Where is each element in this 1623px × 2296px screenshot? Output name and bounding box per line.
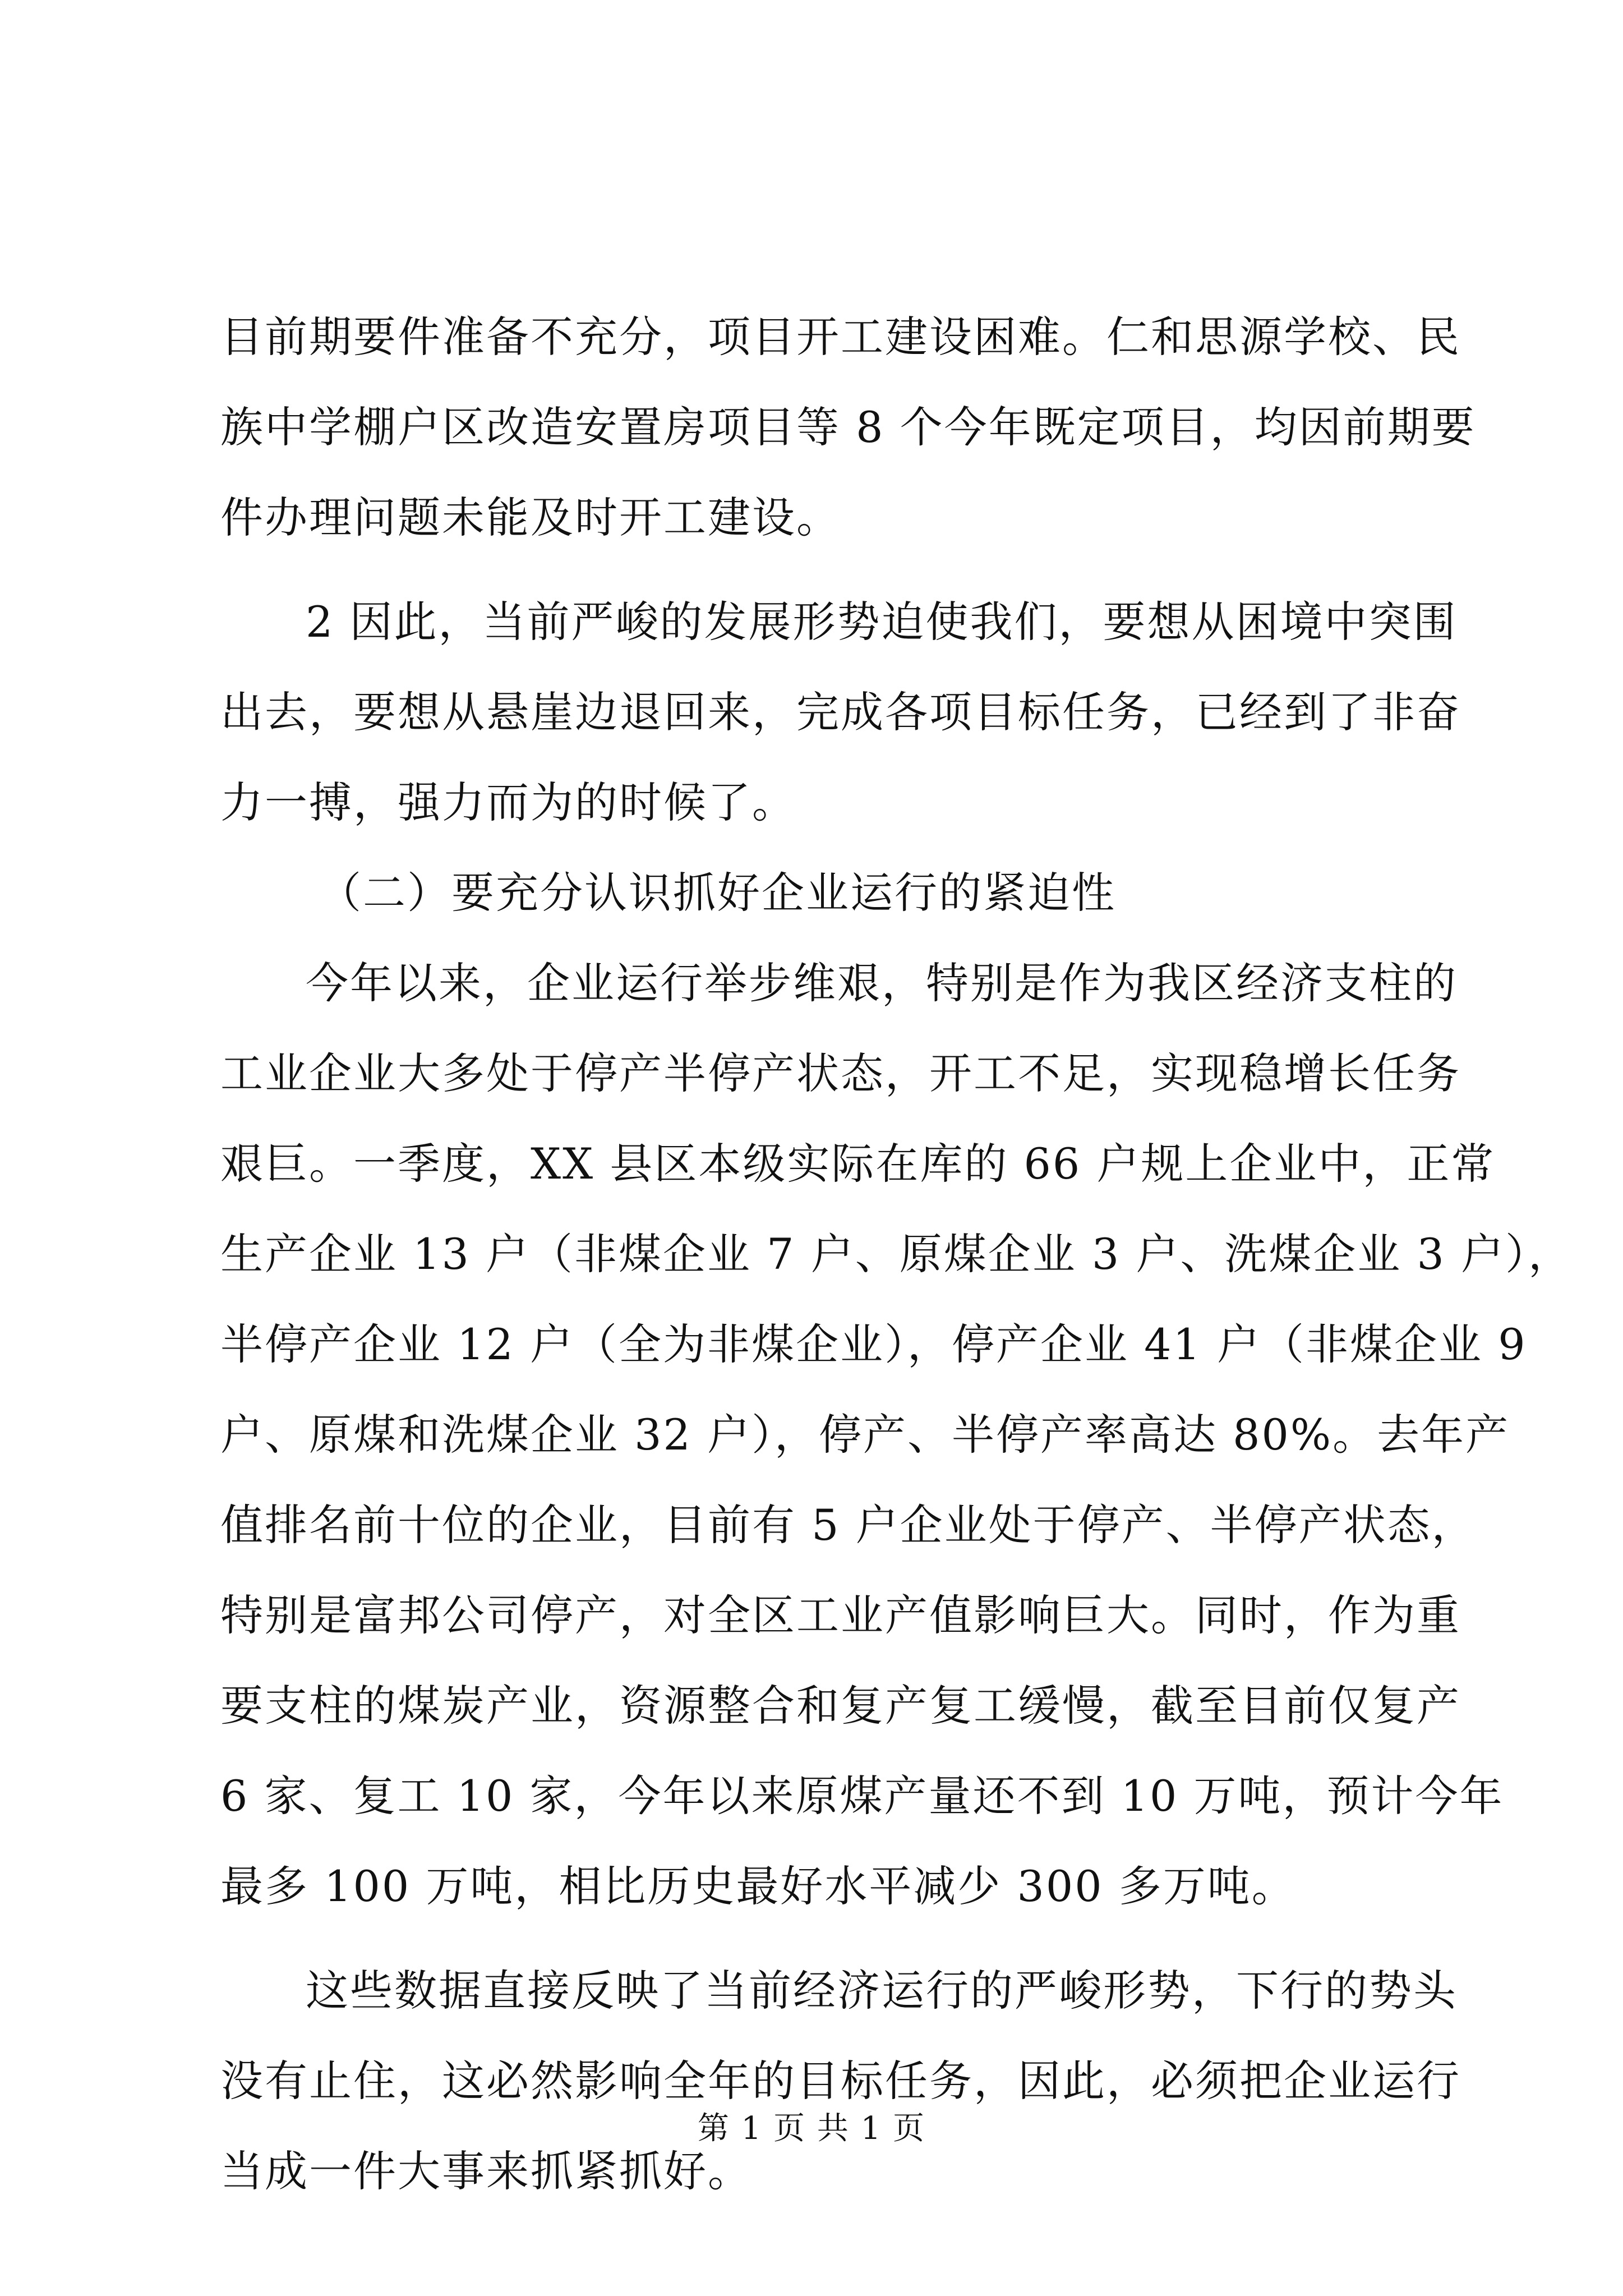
paragraph-1-line-3: 件办理问题未能及时开工建设。 [220,493,841,542]
paragraph-2-line-2: 出去，要想从悬崖边退回来，完成各项目标任务，已经到了非奋 [220,687,1461,737]
paragraph-3-line-10: 6 家、复工 10 家，今年以来原煤产量还不到 10 万吨，预计今年 [220,1771,1504,1821]
page-footer: 第 1 页 共 1 页 [697,2110,926,2147]
paragraph-1-line-2: 族中学棚户区改造安置房项目等 8 个今年既定项目，均因前期要 [220,402,1476,452]
paragraph-2-line-3: 力一搏，强力而为的时候了。 [220,777,796,827]
paragraph-3-line-2: 工业企业大多处于停产半停产状态，开工不足，实现稳增长任务 [220,1048,1461,1098]
paragraph-3-line-11: 最多 100 万吨，相比历史最好水平减少 300 多万吨。 [220,1861,1296,1911]
paragraph-3-line-8: 特别是富邦公司停产，对全区工业产值影响巨大。同时，作为重 [220,1590,1461,1640]
paragraph-4-line-1: 这些数据直接反映了当前经济运行的严峻形势，下行的势头 [306,1966,1458,2016]
paragraph-3-line-1: 今年以来，企业运行举步维艰，特别是作为我区经济支柱的 [306,958,1458,1008]
paragraph-4-line-3: 当成一件大事来抓紧抓好。 [220,2146,752,2196]
paragraph-3-line-4: 生产企业 13 户（非煤企业 7 户、原煤企业 3 户、洗煤企业 3 户）， [220,1229,1573,1279]
paragraph-1-line-1: 目前期要件准备不充分，项目开工建设困难。仁和思源学校、民 [220,312,1461,362]
paragraph-3-line-6: 户、原煤和洗煤企业 32 户），停产、半停产率高达 80%。去年产 [220,1410,1510,1460]
section-heading: （二）要充分认识抓好企业运行的紧迫性 [319,868,1116,918]
paragraph-4-line-2: 没有止住，这必然影响全年的目标任务，因此，必须把企业运行 [220,2056,1461,2106]
body-text [220,292,1573,2216]
paragraph-3-line-5: 半停产企业 12 户（全为非煤企业），停产企业 41 户（非煤企业 9 [220,1319,1527,1369]
paragraph-3-line-9: 要支柱的煤炭产业，资源整合和复产复工缓慢，截至目前仅复产 [220,1681,1461,1731]
paragraph-2-line-1: 2 因此，当前严峻的发展形势迫使我们，要想从困境中突围 [306,597,1458,647]
paragraph-3-line-7: 值排名前十位的企业，目前有 5 户企业处于停产、半停产状态， [220,1500,1476,1550]
paragraph-3-line-3: 艰巨。一季度，XX 县区本级实际在库的 66 户规上企业中，正常 [220,1139,1496,1189]
